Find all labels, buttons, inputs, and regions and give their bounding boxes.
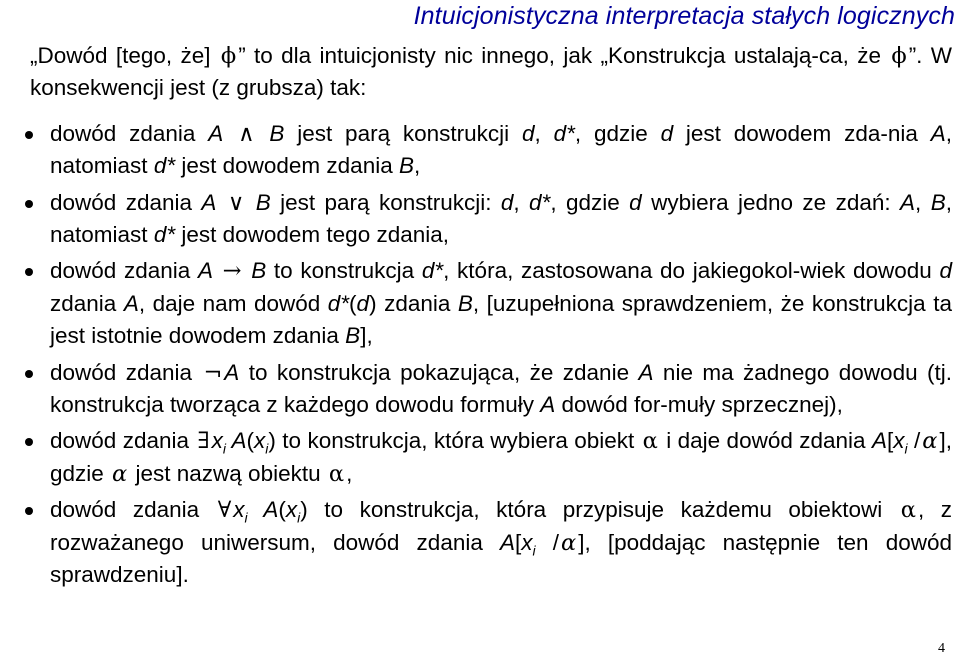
list-item-existential (30, 425, 952, 490)
formula-variable: B (255, 189, 271, 215)
item-text: , natomiast (50, 120, 953, 179)
item-text: zdania (50, 290, 124, 316)
formula-variable: d* (529, 189, 551, 215)
formula-variable: A (930, 120, 946, 146)
list-item-disjunction (30, 187, 952, 252)
formula-variable: d* (153, 153, 176, 179)
subscript: i (297, 509, 301, 526)
formula-variable: A (208, 120, 224, 146)
item-text: nie ma żadnego dowodu (tj. konstrukcja tworząca z każdego dowodu formuły (50, 359, 952, 418)
item-text: , gdzie (550, 189, 630, 215)
item-text: to konstrukcja pokazująca, że zdanie (239, 359, 639, 385)
item-text: , gdzie (574, 120, 661, 146)
item-text: ( (246, 428, 255, 454)
list-item-negation (30, 357, 952, 422)
definition-list (30, 118, 952, 592)
formula-variable: d* (553, 120, 575, 146)
item-text: dowód zdania (50, 497, 216, 523)
subscript: i (904, 440, 908, 457)
item-text: , natomiast (50, 189, 952, 248)
item-text: jest parą konstrukcji: (270, 189, 501, 215)
item-text: dowód zdania (50, 428, 196, 454)
formula-variable: A (225, 428, 247, 454)
formula-variable: A (197, 258, 213, 284)
subscript: i (222, 440, 226, 457)
slide-title: Intuicjonistyczna interpretacja stałych logicznych (413, 2, 955, 30)
item-text: [ (886, 428, 894, 454)
formula-variable: A (638, 359, 654, 385)
existential-quantifier-symbol: ∃ (197, 428, 210, 455)
item-text: i daje dowód zdania (659, 428, 872, 454)
bullet-icon (25, 507, 33, 515)
phi-symbol: ϕ (891, 43, 907, 69)
formula-variable: A (871, 428, 887, 454)
page-number: 4 (938, 641, 945, 656)
item-text: [ (515, 529, 522, 555)
item-text: ) (300, 497, 308, 523)
item-text: ( (349, 290, 357, 316)
item-text: , (346, 460, 353, 486)
item-text: to konstrukcja (266, 258, 422, 284)
formula-variable: d* (153, 222, 176, 248)
item-text: , (915, 189, 931, 215)
disjunction-symbol: ∨ (227, 189, 245, 216)
item-text: jest nazwą obiektu (129, 460, 327, 486)
bullet-icon (25, 268, 33, 276)
item-text: / (535, 529, 560, 555)
alpha-symbol: α (642, 428, 658, 455)
item-text: / (907, 428, 921, 454)
intro-mid: ” to dla intuicjonisty nic innego, jak „Konstrukcja ustalają-ca, że (238, 43, 881, 68)
formula-variable: B (269, 120, 285, 146)
item-text: , (414, 153, 421, 179)
formula-variable: B (345, 323, 361, 349)
formula-variable: A (247, 497, 279, 523)
phi-symbol: ϕ (220, 43, 237, 69)
formula-variable: x (285, 497, 298, 523)
item-text: ], (360, 323, 373, 349)
formula-variable: A (123, 290, 139, 316)
formula-variable: A (900, 189, 916, 215)
item-text: , [poddając następnie ten dowód sprawdzeniu]. (50, 529, 952, 588)
bullet-icon (25, 370, 33, 378)
list-item-implication (30, 255, 952, 352)
bullet-icon (25, 131, 33, 139)
formula-variable: d (522, 120, 535, 146)
alpha-symbol: α (900, 497, 916, 524)
formula-variable: d* (421, 258, 444, 284)
item-text: to konstrukcja, która wybiera obiekt (275, 428, 641, 454)
formula-variable: B (398, 153, 414, 179)
list-item-universal (30, 494, 952, 591)
item-text: ( (278, 497, 286, 523)
item-text: , z rozważanego uniwersum, dowód zdania (50, 497, 952, 555)
item-text: , gdzie (50, 428, 952, 486)
list-item-conjunction (30, 118, 952, 183)
intro-tail: ”. W konsekwencji jest (z grubsza) tak: (30, 43, 953, 101)
item-text: ) (268, 428, 276, 454)
formula-variable: x (254, 428, 266, 454)
formula-variable: B (457, 290, 473, 316)
item-text: jest parą konstrukcji (284, 120, 523, 146)
item-text: , (513, 189, 530, 215)
item-text: ) zdania (369, 290, 458, 316)
conjunction-symbol: ∧ (238, 120, 255, 147)
bullet-icon (25, 200, 33, 208)
formula-variable: A (499, 529, 515, 555)
formula-variable: d (939, 258, 952, 284)
item-text: ] (939, 428, 946, 454)
formula-variable: A (224, 359, 240, 385)
item-text: , (534, 120, 554, 146)
item-text: dowód zdania (50, 189, 202, 215)
formula-variable: x (211, 428, 223, 454)
formula-variable: A (201, 189, 217, 215)
item-text: , daje nam dowód (138, 290, 328, 316)
implication-arrow-icon: → (222, 258, 242, 285)
subscript: i (532, 542, 536, 559)
formula-variable: d (500, 189, 514, 215)
intro-paragraph (30, 40, 952, 105)
intro-lead: „Dowód [tego, że] (30, 43, 211, 68)
item-text: jest dowodem zdania (175, 153, 399, 179)
subscript: i (244, 509, 248, 526)
formula-variable: d (356, 290, 370, 316)
item-text: to konstrukcja, która przypisuje każdemu obiektowi (307, 497, 899, 523)
formula-variable: x (893, 428, 905, 454)
item-text: ] (578, 529, 585, 555)
formula-variable: B (930, 189, 946, 215)
item-text: jest dowodem tego zdania, (175, 222, 450, 248)
item-text: dowód for-muły sprzecznej), (555, 392, 843, 418)
formula-variable: A (540, 392, 556, 418)
subscript: i (265, 440, 269, 457)
alpha-symbol: α (328, 460, 345, 487)
slide-body (30, 40, 952, 596)
formula-variable: x (233, 497, 245, 523)
universal-quantifier-symbol: ∀ (217, 497, 232, 524)
item-text: dowód zdania (50, 120, 209, 146)
alpha-symbol: α (561, 529, 577, 556)
bullet-icon (25, 438, 33, 446)
alpha-symbol: α (922, 428, 938, 455)
negation-symbol: ¬ (203, 359, 223, 386)
formula-variable: d (660, 120, 674, 146)
item-text: jest dowodem zda-nia (673, 120, 931, 146)
formula-variable: B (251, 258, 267, 284)
item-text: wybiera jedno ze zdań: (641, 189, 901, 215)
formula-variable: x (521, 529, 533, 555)
formula-variable: d (629, 189, 642, 215)
item-text: dowód zdania (50, 359, 202, 385)
item-text: , [uzupełniona sprawdzeniem, że konstrukcja ta jest istotnie dowodem zdania (50, 290, 952, 349)
item-text: , która, zastosowana do jakiegokol-wiek dowodu (443, 258, 940, 284)
formula-variable: d* (327, 290, 350, 316)
item-text: dowód zdania (50, 258, 198, 284)
alpha-symbol: α (112, 460, 128, 487)
